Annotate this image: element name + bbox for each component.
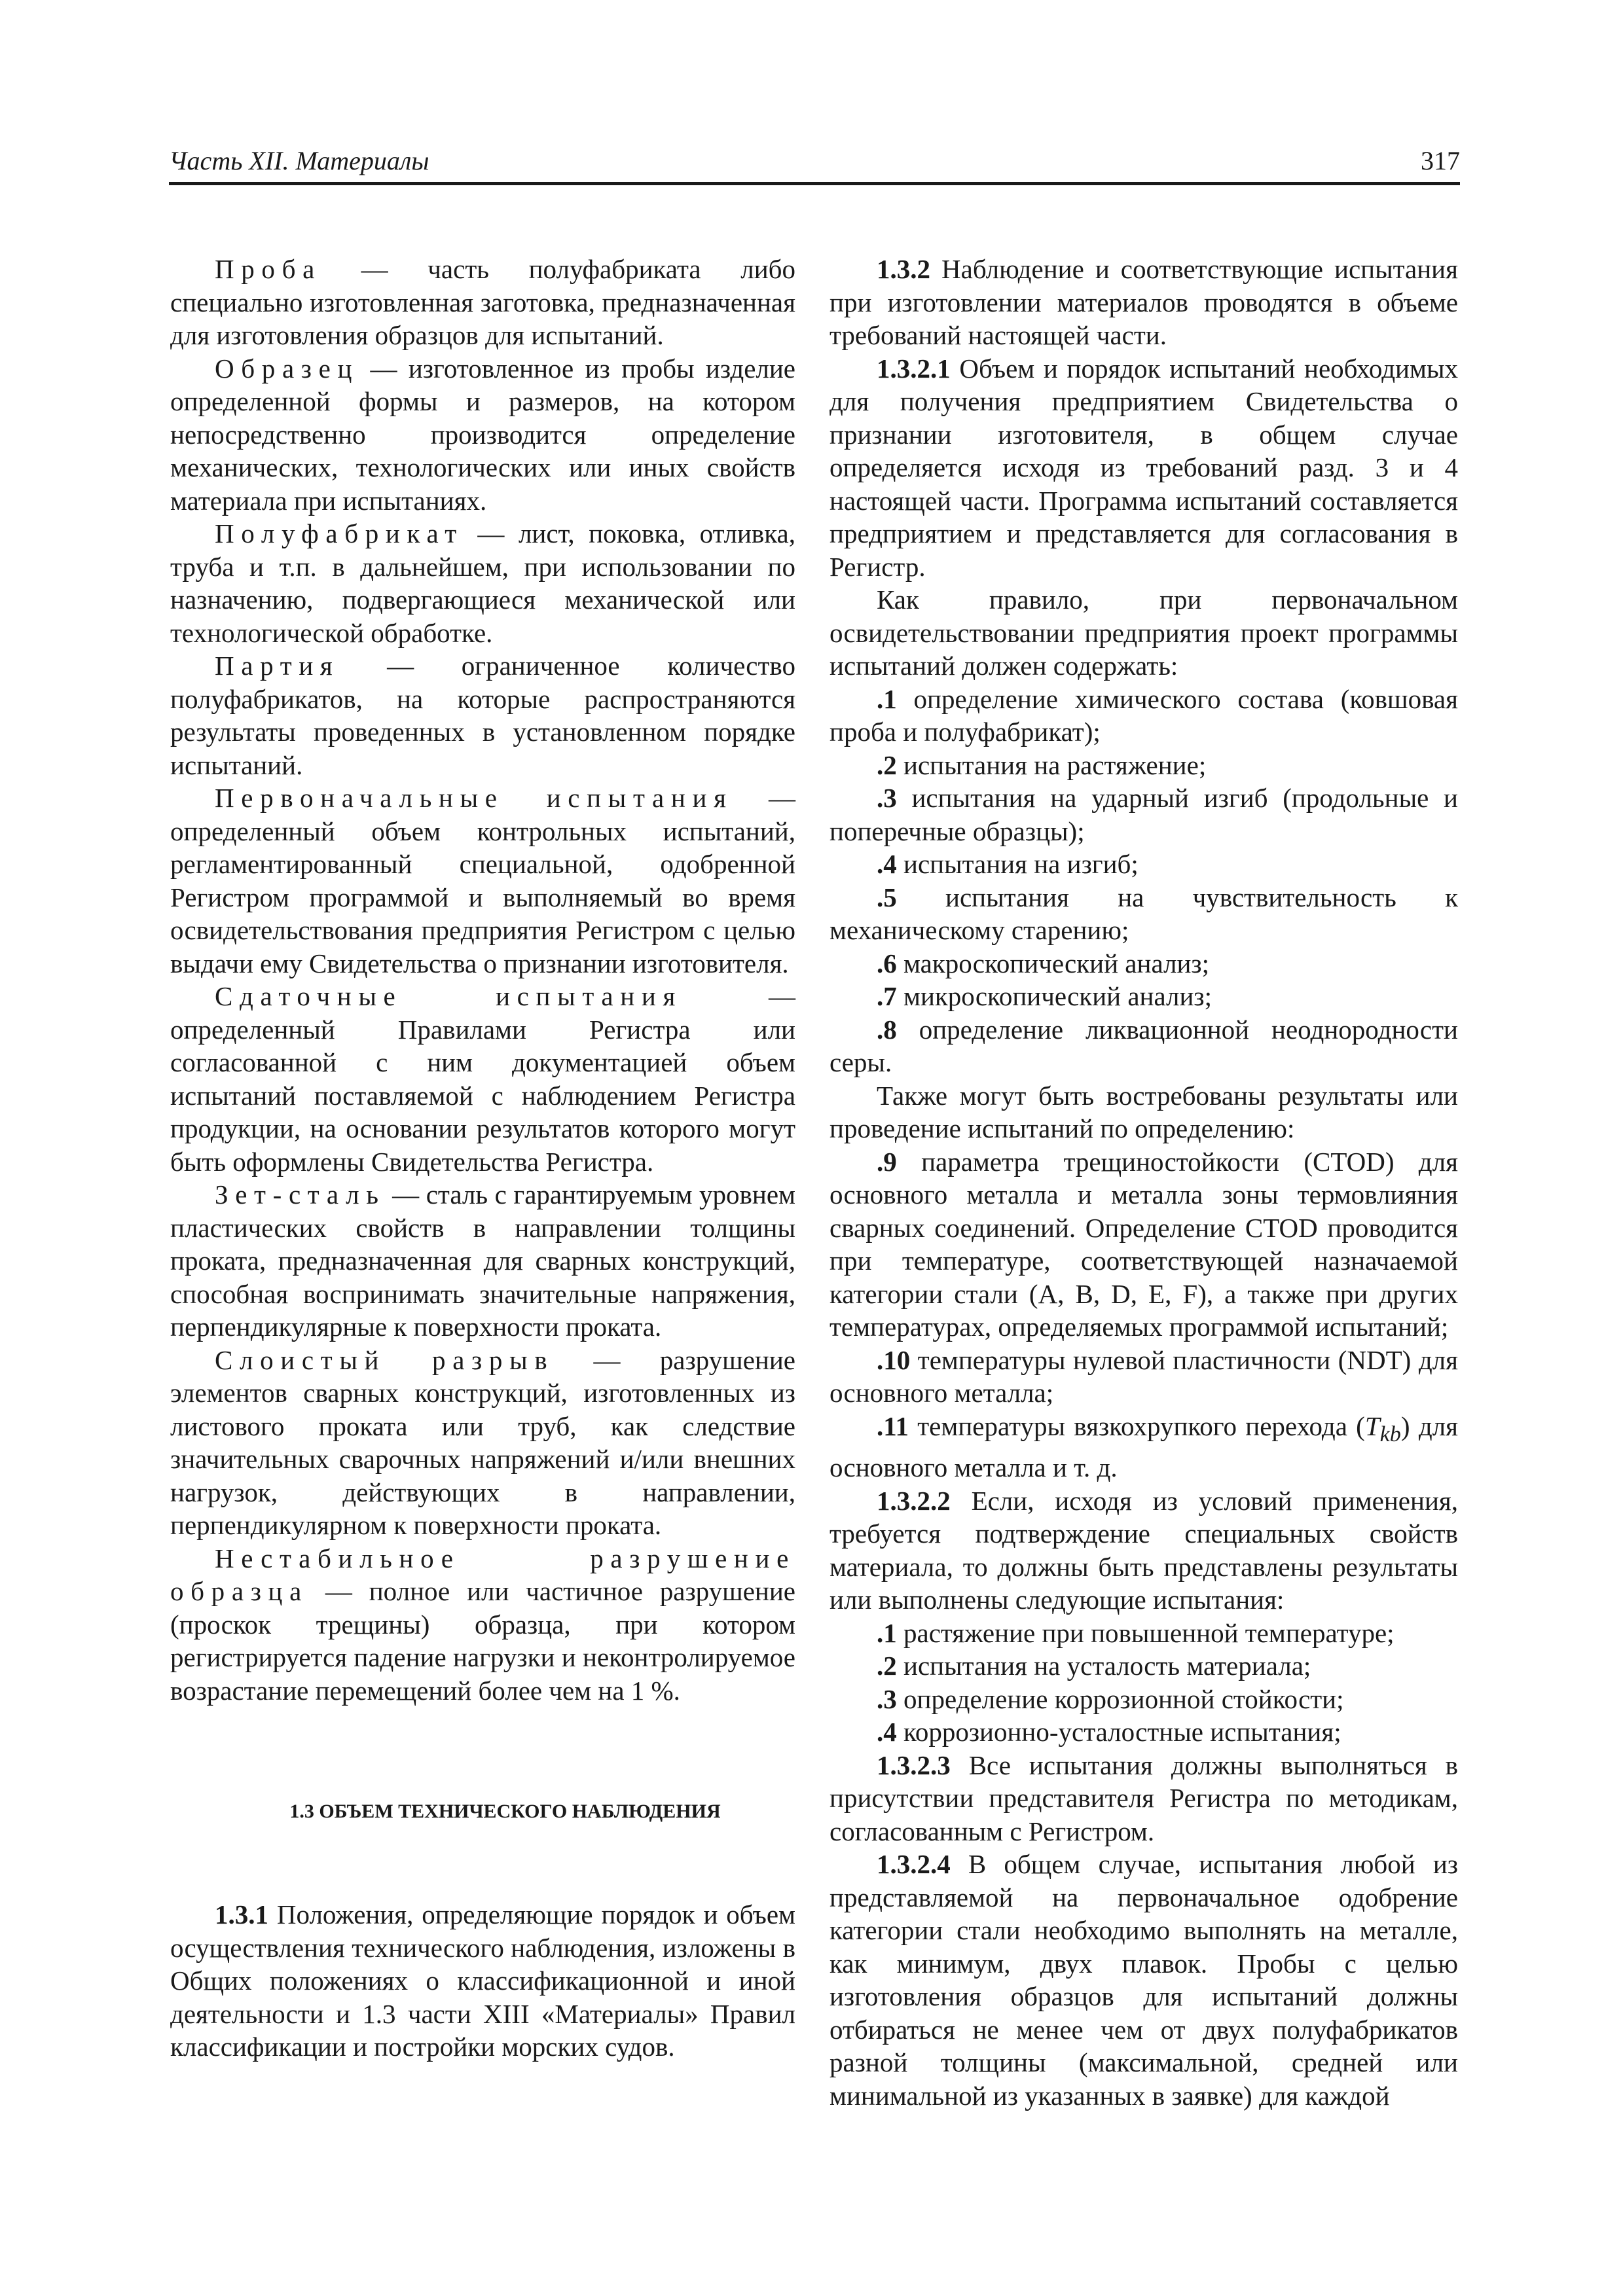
paragraph-also: Также могут быть востребованы результаты или проведение испытаний по определению: (830, 1080, 1458, 1143)
item-number: .6 (877, 948, 897, 978)
definition-text: — определенный объем контрольных испытаний, регламентированный специальной, одобренной Регистром программой и выполняемый во время освидетельствования предприятия Регистром с целью выдачи ему Свидетельства о признании изготовителя. (170, 783, 796, 978)
paragraph-1-3-2-3 (830, 1749, 1458, 1848)
paragraph-text: В общем случае, испытания любой из представляемой на первоначальное одобрение категории стали необходимо выполнять на металле, как минимум, двух плавок. Пробы с целью изготовления образцов для испытаний должны отбираться не менее чем от двух полуфабрикатов разной толщины (максимальной, средней или минимальной из указанных в заявке) для каждой (830, 1849, 1458, 2111)
item-text: испытания на растяжение; (896, 749, 1207, 780)
spacer (170, 1825, 795, 1898)
item-text: испытания на изгиб; (896, 849, 1139, 879)
clause-number: 1.3.2 (877, 254, 930, 284)
term: Полуфабрикат (215, 518, 464, 548)
list-item (830, 1145, 1458, 1344)
list-item (830, 1344, 1458, 1410)
item-text: температуры вязкохрупкого перехода ( (909, 1410, 1365, 1441)
definition-nestabilnoe (170, 1542, 795, 1708)
right-column (830, 253, 1458, 2112)
item-text: определение ликвационной неоднородности серы. (830, 1014, 1458, 1077)
item-number: .4 (877, 849, 897, 879)
definition-text: — разрушение элементов сварных конструкций, изготовленных из листового проката или труб, как следствие значительных сварочных напряжений и/или внешних нагрузок, действующих в направлении, перпендикулярном к поверхности проката. (170, 1344, 795, 1540)
item-number: .9 (877, 1146, 897, 1177)
list-item (830, 1013, 1458, 1079)
section-heading: 1.3 ОБЪЕМ ТЕХНИЧЕСКОГО НАБЛЮДЕНИЯ (289, 1801, 721, 1822)
item-text: определение химического состава (ковшовая проба и полуфабрикат); (830, 683, 1458, 747)
list-item (830, 1715, 1458, 1749)
running-title: Часть XII. Материалы (169, 146, 429, 175)
symbol-subscript: kb (1379, 1422, 1401, 1446)
page-header (169, 145, 1460, 185)
list-item (830, 980, 1458, 1013)
page-number: 317 (1421, 146, 1460, 175)
list-item (830, 781, 1458, 848)
paragraph-1-3-1 (170, 1898, 795, 2064)
definition-partiya (170, 649, 795, 781)
paragraph-1-3-2 (830, 253, 1458, 352)
item-number: .5 (877, 882, 897, 912)
clause-number: 1.3.2.3 (877, 1749, 951, 1780)
item-text: испытания на усталость материала; (896, 1651, 1311, 1681)
definition-text: — изготовленное из пробы изделие определенной формы и размеров, на котором непосредственно производится определение механических, технологических или иных свойств материала при испытаниях. (170, 353, 795, 516)
item-text: коррозионно-усталостные испытания; (896, 1717, 1341, 1748)
term: Партия (215, 651, 340, 681)
item-number: .7 (877, 981, 897, 1011)
spacer (170, 1707, 795, 1799)
list-item (830, 947, 1458, 980)
item-number: .4 (877, 1717, 897, 1748)
definition-text: — определенный Правилами Регистра или согласованной с ним документацией объем испытаний поставляемой с наблюдением Регистра продукции, на основании результатов которого могут быть оформлены Свидетельства Регистра. (170, 981, 795, 1177)
clause-number: 1.3.2.4 (877, 1849, 951, 1880)
definition-sloisty-razryv (170, 1344, 795, 1542)
paragraph-1-3-2-4 (830, 1848, 1458, 2112)
paragraph-text: Объем и порядок испытаний необходимых для получения предприятием Свидетельства о признании изготовителя, в общем случае определяется исходя из требований разд. 3 и 4 настоящей части. Программа испытаний составляется предприятием и представляется для согласования в Регистр. (830, 353, 1458, 582)
definition-text: — сталь с гарантируемым уровнем пластических свойств в направлении толщины проката, предназначенная для сварных конструкций, способная воспринимать значительные напряжения, перпендикулярные к поверхности проката. (170, 1179, 795, 1342)
item-text: микроскопический анализ; (896, 981, 1213, 1011)
definition-text: — лист, поковка, отливка, труба и т.п. в дальнейшем, при использовании по назначению, подвергающиеся механической или технологической обработке. (170, 518, 795, 648)
list-item (830, 683, 1458, 749)
item-number: .1 (877, 683, 897, 714)
term: Сдаточные испытания (215, 981, 682, 1011)
definition-text: — часть полуфабриката либо специально изготовленная заготовка, предназначенная для изготовления образцов для испытаний. (170, 254, 795, 350)
item-number: .1 (877, 1617, 897, 1648)
item-text: параметра трещиностойкости (CTOD) для основного металла и металла зоны термовлияния сварных соединений. Определение CTOD проводится при температуре, соответствующей назначаемой категории стали (A, B, D, E, F), а также при других температурах, определяемых программой испытаний; (830, 1146, 1458, 1342)
term: Образец (215, 353, 359, 384)
list-item (830, 749, 1458, 782)
item-text: макроскопический анализ; (896, 948, 1209, 978)
definition-polufabrikat (170, 517, 795, 649)
left-column (170, 253, 795, 2064)
term: Слоистый разрыв (215, 1344, 555, 1375)
item-number: .2 (877, 1651, 897, 1681)
clause-number: 1.3.2.1 (877, 353, 951, 384)
term: Нестабильное разрушение образца (170, 1543, 795, 1606)
item-number: .3 (877, 783, 897, 813)
item-text: испытания на ударный изгиб (продольные и поперечные образцы); (830, 783, 1458, 846)
definition-obrazec (170, 352, 795, 518)
list-item (830, 1649, 1458, 1683)
definition-text: — полное или частичное разрушение (проскок трещины) образца, при котором регистрируется падение нагрузки и неконтролируемое возрастание перемещений более чем на 1 %. (170, 1576, 795, 1706)
term: Первоначальные испытания (215, 783, 733, 813)
item-text: температуры нулевой пластичности (NDT) для основного металла; (830, 1344, 1458, 1408)
definition-zet-stal (170, 1178, 795, 1344)
item-text: определение коррозионной стойкости; (896, 1683, 1344, 1714)
item-number: .10 (877, 1344, 911, 1375)
definition-sdatochnye (170, 980, 795, 1178)
definition-pervonachalnye (170, 781, 795, 980)
paragraph-1-3-2-1 (830, 352, 1458, 584)
item-text: растяжение при повышенной температуре; (896, 1617, 1395, 1648)
item-number: .8 (877, 1014, 897, 1045)
definition-text: — ограниченное количество полуфабрикатов, на которые распространяются результаты проведенных в установленном порядке испытаний. (170, 651, 795, 780)
item-number: .3 (877, 1683, 897, 1714)
symbol-t: T (1364, 1410, 1380, 1441)
list-item (830, 1683, 1458, 1716)
item-text-end: ) для основного металла и т. д. (830, 1410, 1458, 1483)
paragraph-text: Положения, определяющие порядок и объем осуществления технического наблюдения, изложены в Общих положениях о классификационной и иной деятельности и 1.3 части XIII «Материалы» Правил классификации и постройки морских судов. (170, 1899, 795, 2062)
item-number: .2 (877, 749, 897, 780)
list-item (830, 848, 1458, 881)
item-number: .11 (877, 1410, 909, 1441)
paragraph-program-intro: Как правило, при первоначальном освидетельствовании предприятия проект программы испытаний должен содержать: (830, 584, 1458, 681)
paragraph-text: Если, исходя из условий применения, требуется подтверждение специальных свойств материала, то должны быть представлены результаты или выполнены следующие испытания: (830, 1485, 1458, 1615)
term: Зет-сталь (215, 1179, 386, 1210)
paragraph-text: Наблюдение и соответствующие испытания при изготовлении материалов проводятся в объеме требований настоящей части. (830, 254, 1458, 350)
list-item (830, 1617, 1458, 1650)
term: Проба (215, 254, 321, 284)
paragraph-1-3-2-2 (830, 1484, 1458, 1617)
paragraph-text: Все испытания должны выполняться в присутствии представителя Регистра по методикам, согласованным с Регистром. (830, 1749, 1458, 1846)
list-item (830, 1410, 1458, 1484)
definition-proba (170, 253, 795, 352)
item-text: испытания на чувствительность к механическому старению; (830, 882, 1458, 945)
clause-number: 1.3.1 (215, 1899, 268, 1929)
clause-number: 1.3.2.2 (877, 1485, 951, 1516)
list-item (830, 881, 1458, 947)
